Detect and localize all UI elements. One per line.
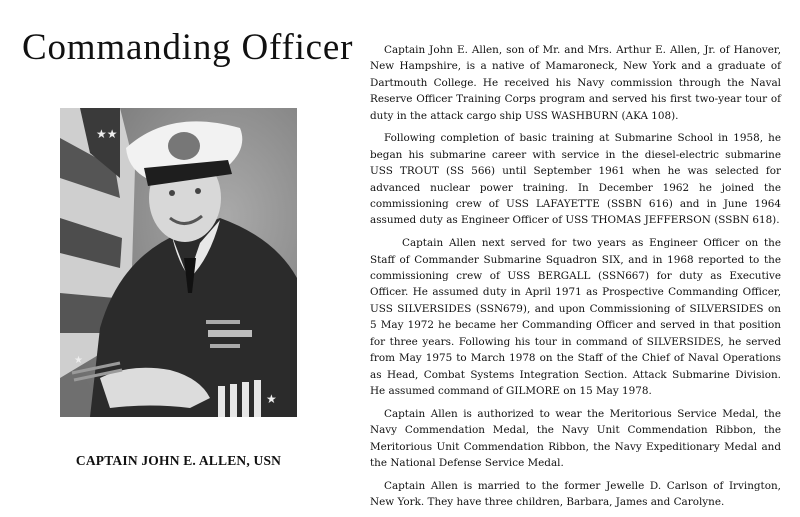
bio-paragraph-awards: Captain Allen is authorized to wear the Meritorious Service Medal, the Navy Commendation Medal, the Navy Unit Commendation Ribbon, the Meritorious Unit Commendation Ribbon, the Navy Expeditionary Medal and the National Defense Service Medal. — [370, 407, 781, 469]
biography-text — [370, 42, 781, 517]
bio-paragraph-background: Captain John E. Allen, son of Mr. and Mrs. Arthur E. Allen, Jr. of Hanover, New Hampshire, is a native of Mamaroneck, New York and a graduate of Dartmouth College. He received his Navy commission through the Naval Reserve Officer Training Corps program and served his first two-year tour of duty in the attack cargo ship USS WASHBURN (AKA 108). — [370, 44, 781, 122]
portrait-photo — [60, 108, 297, 417]
bio-paragraph-family: Captain Allen is married to the former Jewelle D. Carlson of Irvington, New York. They have three children, Barbara, James and Carolyne. — [370, 479, 781, 509]
page-title: Commanding Officer — [22, 27, 354, 68]
photo-caption: CAPTAIN JOHN E. ALLEN, USN — [75, 453, 282, 468]
svg-text:★: ★ — [74, 355, 83, 366]
svg-text:★★: ★★ — [96, 127, 118, 141]
svg-text:★: ★ — [266, 392, 277, 406]
bio-paragraph-command-history: Captain Allen next served for two years as Engineer Officer on the Staff of Commander Submarine Squadron SIX, and in 1968 reported to the commissioning crew of USS BERGALL (SSN667) for duty as Executive Officer. He assumed duty in April 1971 as Prospective Commanding Officer, USS SILVERSIDES (SSN679), and upon Commissioning of SILVERSIDES on 5 May 1972 he became her Commanding Officer and served in that position for three years. Following his tour in command of SILVERSIDES, he served from May 1975 to March 1978 on the Staff of the Chief of Naval Operations as Head, Combat Systems Integration Section. Attack Submarine Division. He assumed command of GILMORE on 15 May 1978. — [370, 237, 781, 397]
bio-paragraph-submarine-career: Following completion of basic training at Submarine School in 1958, he began his submarine career with service in the diesel-electric submarine USS TROUT (SS 566) until September 1961 when he was selected for advanced nuclear power training. In December 1962 he joined the commissioning crew of USS LAFAYETTE (SSBN 616) and in June 1964 assumed duty as Engineer Officer of USS THOMAS JEFFERSON (SSBN 618). — [370, 132, 781, 227]
